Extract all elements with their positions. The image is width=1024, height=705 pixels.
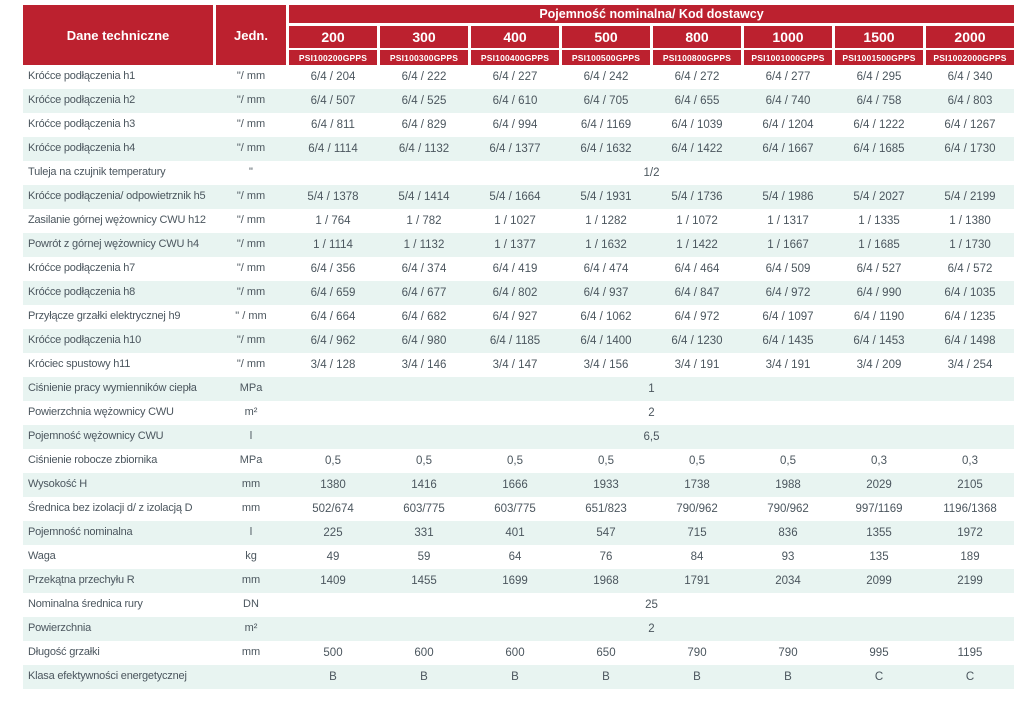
row-value: 6/4 / 1377	[489, 142, 541, 155]
row-value: 6/4 / 1498	[944, 334, 996, 347]
row-label: Króćce podłączenia/ odpowietrznik h5	[28, 190, 206, 203]
row-value: 6/4 / 272	[674, 70, 720, 83]
row-value: 6/4 / 464	[674, 262, 720, 275]
row-value: 1455	[411, 574, 437, 587]
row-value: 715	[687, 526, 707, 539]
row-value: 6/4 / 705	[583, 94, 629, 107]
row-value: 6/4 / 802	[492, 286, 538, 299]
row-label: Powierzchnia	[28, 622, 92, 635]
row-value: 0,5	[416, 454, 432, 467]
row-value: 5/4 / 1664	[489, 190, 541, 203]
row-label: Tuleja na czujnik temperatury	[28, 166, 166, 179]
row-value: 6/4 / 937	[583, 286, 629, 299]
row-value: 6/4 / 356	[310, 262, 356, 275]
row-value: 1 / 1114	[313, 238, 353, 251]
row-label: Ciśnienie robocze zbiornika	[28, 454, 158, 467]
row-value: 3/4 / 254	[947, 358, 993, 371]
header-code-2000: PSI1002000GPPS	[926, 50, 1014, 65]
row-value: 2105	[957, 478, 983, 491]
row-value: 603/775	[403, 502, 445, 515]
row-unit: "	[249, 166, 253, 179]
row-value: 3/4 / 146	[401, 358, 447, 371]
row-value: 3/4 / 209	[856, 358, 902, 371]
row-label: Przekątna przechyłu R	[28, 574, 135, 587]
row-value: C	[965, 670, 975, 683]
row-value: 6/4 / 972	[674, 310, 720, 323]
row-label: Króćce podłączenia h2	[28, 94, 136, 107]
row-value: 2034	[775, 574, 801, 587]
row-value: 1 / 764	[315, 214, 351, 227]
row-value: 6/4 / 962	[310, 334, 356, 347]
row-value: 6/4 / 1235	[944, 310, 996, 323]
row-span-value: 25	[645, 598, 658, 611]
table-row	[23, 569, 1014, 593]
row-value: 3/4 / 128	[310, 358, 356, 371]
row-unit: "/ mm	[236, 142, 266, 155]
row-value: 6/4 / 811	[311, 118, 355, 131]
row-value: 6/4 / 1230	[671, 334, 723, 347]
row-value: 6/4 / 677	[401, 286, 447, 299]
row-label: Króciec spustowy h11	[28, 358, 131, 371]
row-value: 997/1169	[855, 502, 903, 515]
row-value: 5/4 / 1378	[307, 190, 359, 203]
row-value: 1 / 1282	[585, 214, 627, 227]
row-label: Zasilanie górnej wężownicy CWU h12	[28, 214, 206, 227]
row-value: 0,5	[689, 454, 705, 467]
row-value: 93	[781, 550, 795, 563]
row-label: Wysokość H	[28, 478, 88, 491]
header-size-2000: 2000	[926, 26, 1014, 48]
row-value: 1 / 1632	[585, 238, 627, 251]
row-value: 6/4 / 374	[401, 262, 447, 275]
header-size-500: 500	[562, 26, 650, 48]
row-unit: mm	[241, 574, 261, 587]
row-value: 189	[960, 550, 980, 563]
row-value: 1933	[593, 478, 619, 491]
row-value: B	[511, 670, 519, 683]
row-value: 6/4 / 1132	[398, 142, 450, 155]
row-value: 5/4 / 2027	[853, 190, 905, 203]
technical-data-table	[23, 5, 1014, 689]
table-row	[23, 89, 1014, 113]
table-row	[23, 329, 1014, 353]
row-value: 6/4 / 204	[310, 70, 356, 83]
row-value: 1196/1368	[943, 502, 997, 515]
row-value: 6/4 / 1035	[944, 286, 996, 299]
row-unit: "/ mm	[236, 358, 266, 371]
row-value: 1 / 1667	[767, 238, 809, 251]
row-unit: "/ mm	[236, 238, 266, 251]
row-value: 3/4 / 191	[674, 358, 720, 371]
row-unit: MPa	[239, 454, 263, 467]
row-value: 1 / 1422	[676, 238, 718, 251]
row-value: 790	[778, 646, 798, 659]
header-size-1000: 1000	[744, 26, 832, 48]
row-value: 790	[687, 646, 707, 659]
row-unit: MPa	[239, 382, 263, 395]
row-value: 600	[414, 646, 434, 659]
table-row	[23, 257, 1014, 281]
header-code-1500: PSI1001500GPPS	[835, 50, 923, 65]
header-size-800: 800	[653, 26, 741, 48]
row-value: 0,3	[962, 454, 978, 467]
table-row	[23, 401, 1014, 425]
row-value: 600	[505, 646, 525, 659]
row-value: 6/4 / 1435	[762, 334, 814, 347]
row-value: 1 / 1132	[403, 238, 445, 251]
header-span-title: Pojemność nominalna/ Kod dostawcy	[289, 5, 1014, 23]
row-value: 331	[414, 526, 434, 539]
row-value: 1666	[502, 478, 528, 491]
row-value: 6/4 / 1039	[671, 118, 723, 131]
row-value: 6/4 / 1169	[580, 118, 632, 131]
row-value: 5/4 / 1986	[762, 190, 814, 203]
row-value: 135	[869, 550, 889, 563]
table-row	[23, 545, 1014, 569]
table-row	[23, 137, 1014, 161]
row-value: 6/4 / 664	[310, 310, 356, 323]
row-value: 1 / 1685	[858, 238, 900, 251]
row-unit: " / mm	[235, 310, 267, 323]
row-unit: m²	[244, 406, 258, 419]
row-value: 2029	[866, 478, 892, 491]
row-span-value: 2	[648, 406, 655, 419]
row-label: Klasa efektywności energetycznej	[28, 670, 187, 683]
row-value: 6/4 / 803	[947, 94, 993, 107]
header-code-400: PSI100400GPPS	[471, 50, 559, 65]
table-row	[23, 305, 1014, 329]
row-value: 6/4 / 1632	[580, 142, 632, 155]
table-row	[23, 233, 1014, 257]
table-row	[23, 425, 1014, 449]
header-size-1500: 1500	[835, 26, 923, 48]
header-unit-column: Jedn.	[216, 5, 286, 65]
row-value: 6/4 / 509	[765, 262, 811, 275]
row-unit: mm	[241, 478, 261, 491]
row-value: 790/962	[676, 502, 718, 515]
header-code-300: PSI100300GPPS	[380, 50, 468, 65]
row-value: B	[420, 670, 428, 683]
row-value: 5/4 / 2199	[944, 190, 996, 203]
row-value: 6/4 / 682	[401, 310, 447, 323]
row-value: 1 / 782	[406, 214, 442, 227]
row-value: 1 / 1335	[858, 214, 900, 227]
row-value: 225	[323, 526, 343, 539]
table-row	[23, 593, 1014, 617]
row-label: Powrót z górnej wężownicy CWU h4	[28, 238, 199, 251]
row-unit: mm	[241, 646, 261, 659]
row-value: 6/4 / 659	[310, 286, 356, 299]
table-row	[23, 281, 1014, 305]
table-row	[23, 449, 1014, 473]
table-row	[23, 353, 1014, 377]
row-value: 49	[326, 550, 340, 563]
row-value: 6/4 / 847	[674, 286, 720, 299]
row-value: 3/4 / 147	[492, 358, 538, 371]
row-value: 6/4 / 990	[856, 286, 902, 299]
row-value: 5/4 / 1736	[671, 190, 723, 203]
row-value: 6/4 / 572	[947, 262, 993, 275]
row-value: 1195	[957, 646, 983, 659]
row-unit: m²	[244, 622, 258, 635]
row-span-value: 1	[648, 382, 655, 395]
row-value: 3/4 / 191	[765, 358, 811, 371]
row-label: Długość grzałki	[28, 646, 100, 659]
row-value: B	[693, 670, 701, 683]
row-label: Ciśnienie pracy wymienników ciepła	[28, 382, 197, 395]
row-value: 6/4 / 295	[856, 70, 902, 83]
row-label: Króćce podłączenia h1	[28, 70, 136, 83]
row-value: 1 / 1377	[494, 238, 536, 251]
row-unit: kg	[245, 550, 257, 563]
row-value: 6/4 / 277	[765, 70, 811, 83]
row-value: 547	[596, 526, 616, 539]
row-value: 3/4 / 156	[583, 358, 629, 371]
row-value: 1380	[320, 478, 346, 491]
row-label: Powierzchnia wężownicy CWU	[28, 406, 174, 419]
row-value: 6/4 / 1062	[580, 310, 632, 323]
row-value: 1 / 1317	[767, 214, 809, 227]
table-header	[23, 5, 1014, 65]
row-label: Średnica bez izolacji d/ z izolacją D	[28, 502, 193, 515]
row-value: 6/4 / 340	[947, 70, 993, 83]
row-value: 6/4 / 994	[492, 118, 538, 131]
row-label: Króćce podłączenia h8	[28, 286, 136, 299]
header-code-200: PSI100200GPPS	[289, 50, 377, 65]
row-value: 6/4 / 1685	[853, 142, 905, 155]
row-unit: "/ mm	[236, 70, 266, 83]
table-row	[23, 209, 1014, 233]
row-value: 6/4 / 1400	[580, 334, 632, 347]
table-row	[23, 185, 1014, 209]
row-value: 6/4 / 1185	[489, 334, 541, 347]
row-value: 1 / 1730	[949, 238, 991, 251]
row-value: 1355	[866, 526, 892, 539]
row-unit: "/ mm	[236, 262, 266, 275]
row-value: 995	[869, 646, 889, 659]
row-label: Pojemność wężownicy CWU	[28, 430, 164, 443]
row-value: 6/4 / 507	[310, 94, 356, 107]
row-value: 6/4 / 980	[401, 334, 447, 347]
row-value: 6/4 / 740	[765, 94, 811, 107]
row-unit: mm	[241, 502, 261, 515]
row-label: Pojemność nominalna	[28, 526, 133, 539]
table-row	[23, 65, 1014, 89]
row-value: 2199	[957, 574, 983, 587]
row-value: 6/4 / 1422	[671, 142, 723, 155]
row-value: 6/4 / 419	[492, 262, 538, 275]
header-code-500: PSI100500GPPS	[562, 50, 650, 65]
row-unit: "/ mm	[236, 190, 266, 203]
row-value: 1 / 1380	[949, 214, 991, 227]
row-label: Króćce podłączenia h7	[28, 262, 136, 275]
table-row	[23, 113, 1014, 137]
table-row	[23, 617, 1014, 641]
row-value: 1972	[957, 526, 983, 539]
row-value: B	[329, 670, 337, 683]
row-value: 1409	[320, 574, 346, 587]
row-value: 6/4 / 829	[401, 118, 447, 131]
row-unit: "/ mm	[236, 286, 266, 299]
row-value: 6/4 / 474	[583, 262, 629, 275]
header-size-400: 400	[471, 26, 559, 48]
table-row	[23, 521, 1014, 545]
row-value: 1988	[775, 478, 801, 491]
row-label: Przyłącze grzałki elektrycznej h9	[28, 310, 181, 323]
header-size-300: 300	[380, 26, 468, 48]
table-row	[23, 377, 1014, 401]
row-unit: "/ mm	[236, 118, 266, 131]
row-value: 502/674	[312, 502, 354, 515]
row-value: 6/4 / 1097	[762, 310, 814, 323]
row-span-value: 1/2	[643, 166, 660, 179]
row-value: 6/4 / 1453	[853, 334, 905, 347]
row-value: 6/4 / 1114	[308, 142, 358, 155]
row-label: Waga	[28, 550, 56, 563]
table-row	[23, 665, 1014, 689]
row-value: 6/4 / 227	[492, 70, 538, 83]
row-value: 76	[599, 550, 613, 563]
row-value: B	[784, 670, 792, 683]
row-unit: "/ mm	[236, 94, 266, 107]
row-value: 1 / 1072	[676, 214, 718, 227]
row-value: 0,5	[780, 454, 796, 467]
row-value: 401	[505, 526, 525, 539]
row-unit: l	[249, 430, 253, 443]
table-body	[23, 65, 1014, 689]
row-value: 6/4 / 1730	[944, 142, 996, 155]
row-unit: "/ mm	[236, 214, 266, 227]
row-value: B	[602, 670, 610, 683]
row-label: Króćce podłączenia h10	[28, 334, 142, 347]
row-value: 1416	[411, 478, 437, 491]
row-unit: l	[249, 526, 253, 539]
row-value: 5/4 / 1931	[580, 190, 632, 203]
row-value: 6/4 / 1190	[853, 310, 905, 323]
row-value: 6/4 / 655	[674, 94, 720, 107]
row-value: 84	[690, 550, 704, 563]
row-unit: DN	[243, 598, 259, 611]
row-value: 6/4 / 242	[583, 70, 629, 83]
row-value: 0,5	[598, 454, 614, 467]
row-value: 6/4 / 927	[492, 310, 538, 323]
table-row	[23, 641, 1014, 665]
row-value: 500	[323, 646, 343, 659]
row-value: 1968	[593, 574, 619, 587]
row-value: 603/775	[494, 502, 536, 515]
row-label: Króćce podłączenia h3	[28, 118, 136, 131]
row-label: Króćce podłączenia h4	[28, 142, 136, 155]
row-value: 6/4 / 222	[401, 70, 447, 83]
row-value: 0,5	[507, 454, 523, 467]
row-value: 1791	[684, 574, 710, 587]
row-value: 6/4 / 1667	[762, 142, 814, 155]
row-value: 6/4 / 527	[856, 262, 902, 275]
row-label: Nominalna średnica rury	[28, 598, 143, 611]
row-value: 650	[596, 646, 616, 659]
row-span-value: 2	[648, 622, 655, 635]
table-row	[23, 161, 1014, 185]
row-value: 0,3	[871, 454, 887, 467]
row-value: 64	[508, 550, 522, 563]
header-size-200: 200	[289, 26, 377, 48]
row-value: 790/962	[767, 502, 809, 515]
row-value: 59	[417, 550, 431, 563]
row-value: 1699	[502, 574, 528, 587]
row-value: 1738	[684, 478, 710, 491]
row-value: 2099	[866, 574, 892, 587]
row-value: 836	[778, 526, 798, 539]
header-dane-techniczne: Dane techniczne	[23, 5, 213, 65]
row-value: C	[874, 670, 884, 683]
row-value: 6/4 / 972	[765, 286, 811, 299]
header-code-800: PSI100800GPPS	[653, 50, 741, 65]
row-value: 0,5	[325, 454, 341, 467]
row-value: 6/4 / 1204	[762, 118, 814, 131]
header-code-1000: PSI1001000GPPS	[744, 50, 832, 65]
row-value: 1 / 1027	[494, 214, 536, 227]
row-value: 6/4 / 758	[856, 94, 902, 107]
row-span-value: 6,5	[643, 430, 660, 443]
row-value: 6/4 / 1222	[853, 118, 905, 131]
row-value: 6/4 / 1267	[944, 118, 996, 131]
row-value: 6/4 / 525	[401, 94, 447, 107]
table-row	[23, 497, 1014, 521]
row-value: 5/4 / 1414	[398, 190, 450, 203]
row-value: 6/4 / 610	[492, 94, 538, 107]
table-row	[23, 473, 1014, 497]
row-value: 651/823	[585, 502, 627, 515]
row-unit: "/ mm	[236, 334, 266, 347]
